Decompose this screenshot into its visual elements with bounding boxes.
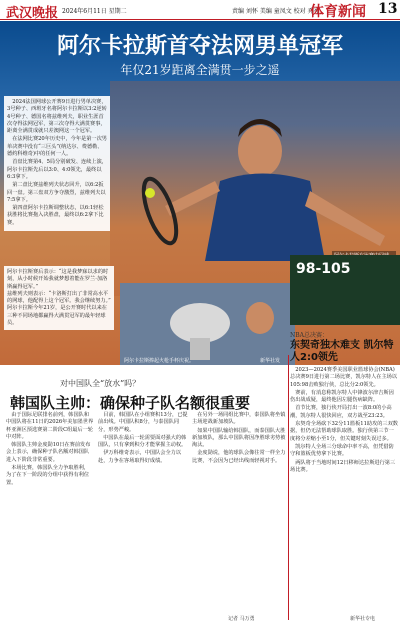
story2-paragraph: 如果中国队输给韩国队，而泰国队大胜新加坡队，那么中国队将因净胜球劣势被淘汰。 [192,427,286,449]
section-title: 体育新闻 [310,4,366,20]
story2-paragraph: 由于国际足联排名前列，韩国队和中国队将在11日的2026年美加墨世界杯亚洲区预选赛第二阶段C组最后一轮中对阵。 [6,412,94,440]
sidebar-paragraph: 2023—2024赛季美国职业篮球协会(NBA)总决赛9日进行第二场比赛，凯尔特人在主场以105:98击败独行侠，总比分2:0领先。 [290,367,398,388]
page-number: 13 [378,1,398,17]
trophy-photo-caption: 阿尔卡拉斯捧起火枪手杯庆祝。 [124,358,195,364]
story2-paragraph: 本场比赛，韩国队全力争取胜利，为了在下一阶段的分组中获得有利位置。 [6,465,90,486]
lead-headline: 阿尔卡拉斯首夺法网男单冠军 [56,34,343,59]
nba-photo [290,255,400,325]
story2-column [192,412,286,466]
lead-paragraph: 第四盘阿尔卡拉斯调整状态，以6:1轻松获胜将比赛拖入决胜盘，最终以6:2拿下比赛。 [7,205,104,226]
sidebar-paragraph: 赛前，有消息称凯尔特人中锋波尔津吉斯因伤出战成疑，最终他因左腿伤病缺阵。 [290,389,394,404]
sidebar-body [290,367,398,475]
sidebar-paragraph: 首节比赛，独行侠开局打出一波8:0的小高潮，凯尔特人很快回应，双方战至23:23。 [290,405,392,419]
story2-byline: 记者 马万勇 [228,616,255,622]
photo-credit: 新华社发 [260,358,281,364]
story2-headline: 韩国队主帅：确保种子队名额很重要 [10,394,251,412]
sidebar-paragraph: 凯尔特人全场三分球命中率不高，但凭借防守和篮板优势拿下比赛。 [290,443,394,458]
lead-paragraph: 阿尔卡拉斯今年21岁，是公开赛时代以来在三种不同场地都赢得大满贯冠军的最年轻球员。 [7,305,107,327]
lead-paragraph: 兹维列夫则表示：“卡洛斯打出了非常高水平的网球，他配得上这个冠军。我会继续努力。” [7,290,111,305]
sidebar-byline: 新华社专电 [350,616,376,622]
sidebar-paragraph: 东契奇全场砍下32分11篮板11助攻的三双数据，但仍无法帮助球队取胜。独行侠第三节一度将分差缩小至1分，但关键时刻失误过多。 [290,421,398,442]
story2-paragraph: 在另外一场同组比赛中，泰国队将坐镇主场迎战新加坡队。 [192,412,286,426]
lead-deck: 年仅21岁距离全满贯一步之遥 [120,63,280,77]
lead-paragraph: 第二盘比赛兹维列夫状态回升，以6:2扳回一盘。第三盘双方争夺激烈，兹维列夫以7:5拿下。 [7,182,106,203]
trophy-photo [120,283,295,365]
story2-paragraph: 中国队在最后一轮需要面对强大的韩国队，只有拿到积分才能掌握主动权。 [98,434,187,449]
lead-body-column-2 [4,266,114,330]
editor-credits: 责编 刘怀 美编 童凤文 校对 乔亮 [232,8,320,15]
nba-score-graphic: 98-105 [296,261,351,277]
issue-date: 2024年6月11日 星期二 [62,8,127,15]
lead-paragraph: 在法网比赛20年历史中，今年是第一次男单决赛中没有“三巨头”(纳达尔、费德勒、德约科维奇)中的任何一人。 [7,136,107,158]
lead-paragraph: 2024法国网球公开赛9日进行男单决赛，3号种子、西班牙名将阿尔卡拉斯以3:2逆转4号种子、德国名将兹维列夫，职业生涯首次夺得法网冠军，第三次夺得大满贯赛事，距离全满贯成就只差澳网这一个冠军。 [7,99,107,135]
story2-paragraph: 金度勋说，他的球队会像往常一样全力比赛，不会因为已经出线而轻视对手。 [192,450,286,464]
newspaper-logo: 武汉晚报 [6,6,59,21]
lead-paragraph: 首盘比赛第4、5局分别破发、连续上演，阿尔卡拉斯先后以3:0、4:0领先，最终以6:3拿下。 [7,159,107,180]
story2-deck: 对中国队全“放水”吗？ [60,379,141,388]
sidebar-headline: 东契奇独木难支 凯尔特人2:0领先 [290,340,394,363]
story2-paragraph: 目前，韩国队在小组赛积13分，已提前出线。中国队积8分，与泰国队同分，形势严峻。 [98,412,188,433]
story2-paragraph: 韩国队主帅金度勋10日在赛前发布会上表示，确保种子队名额对韩国队进入下阶段非常重要。 [6,442,91,463]
sidebar-kicker: NBA总决赛： [290,332,328,339]
masthead [0,0,400,20]
story2-column [98,412,188,466]
story2-column [6,412,94,488]
sidebar-paragraph: 两队将于当地时间12日移师达拉斯进行第三场比赛。 [290,459,396,473]
lead-body-column [4,96,110,231]
lead-paragraph: 阿尔卡拉斯赛后表示：“这是我梦寐以求的时刻，从小时候开始我就梦想着能在罗兰·加洛斯赢得冠军。” [7,269,109,290]
column-divider [288,355,289,620]
story2-paragraph: 伊万科维奇表示，中国队会全力以赴，力争在客场取得好成绩。 [98,450,182,464]
